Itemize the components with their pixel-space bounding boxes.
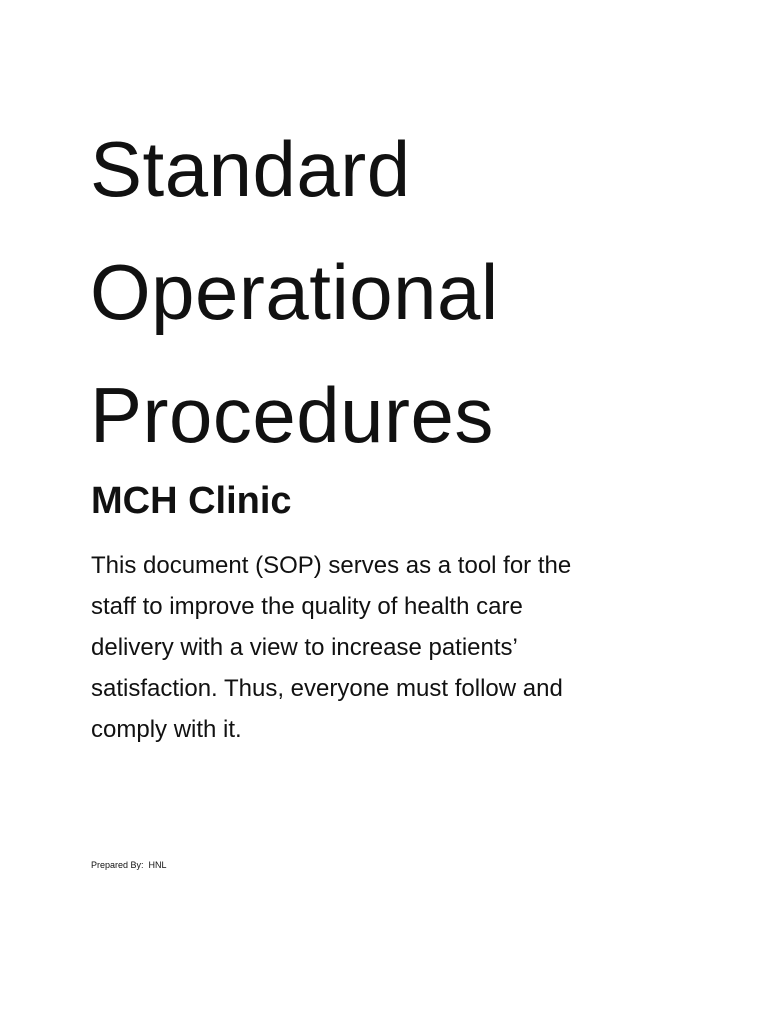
description-line-3: delivery with a view to increase patients’ <box>91 634 518 661</box>
description-line-2: staff to improve the quality of health care <box>91 593 523 620</box>
prepared-by <box>91 859 167 871</box>
title-line-operational: Operational <box>90 248 499 336</box>
prepared-by-label: Prepared By: <box>91 860 144 870</box>
clinic-subtitle: MCH Clinic <box>91 480 292 522</box>
description-line-5: comply with it. <box>91 716 242 743</box>
title-line-procedures: Procedures <box>90 371 494 459</box>
description-line-4: satisfaction. Thus, everyone must follow and <box>91 675 563 702</box>
document-title <box>90 108 710 477</box>
description-line-1: This document (SOP) serves as a tool for the <box>91 552 572 579</box>
title-line-standard: Standard <box>90 125 411 213</box>
document-description <box>91 545 681 750</box>
prepared-by-value: HNL <box>148 860 167 870</box>
